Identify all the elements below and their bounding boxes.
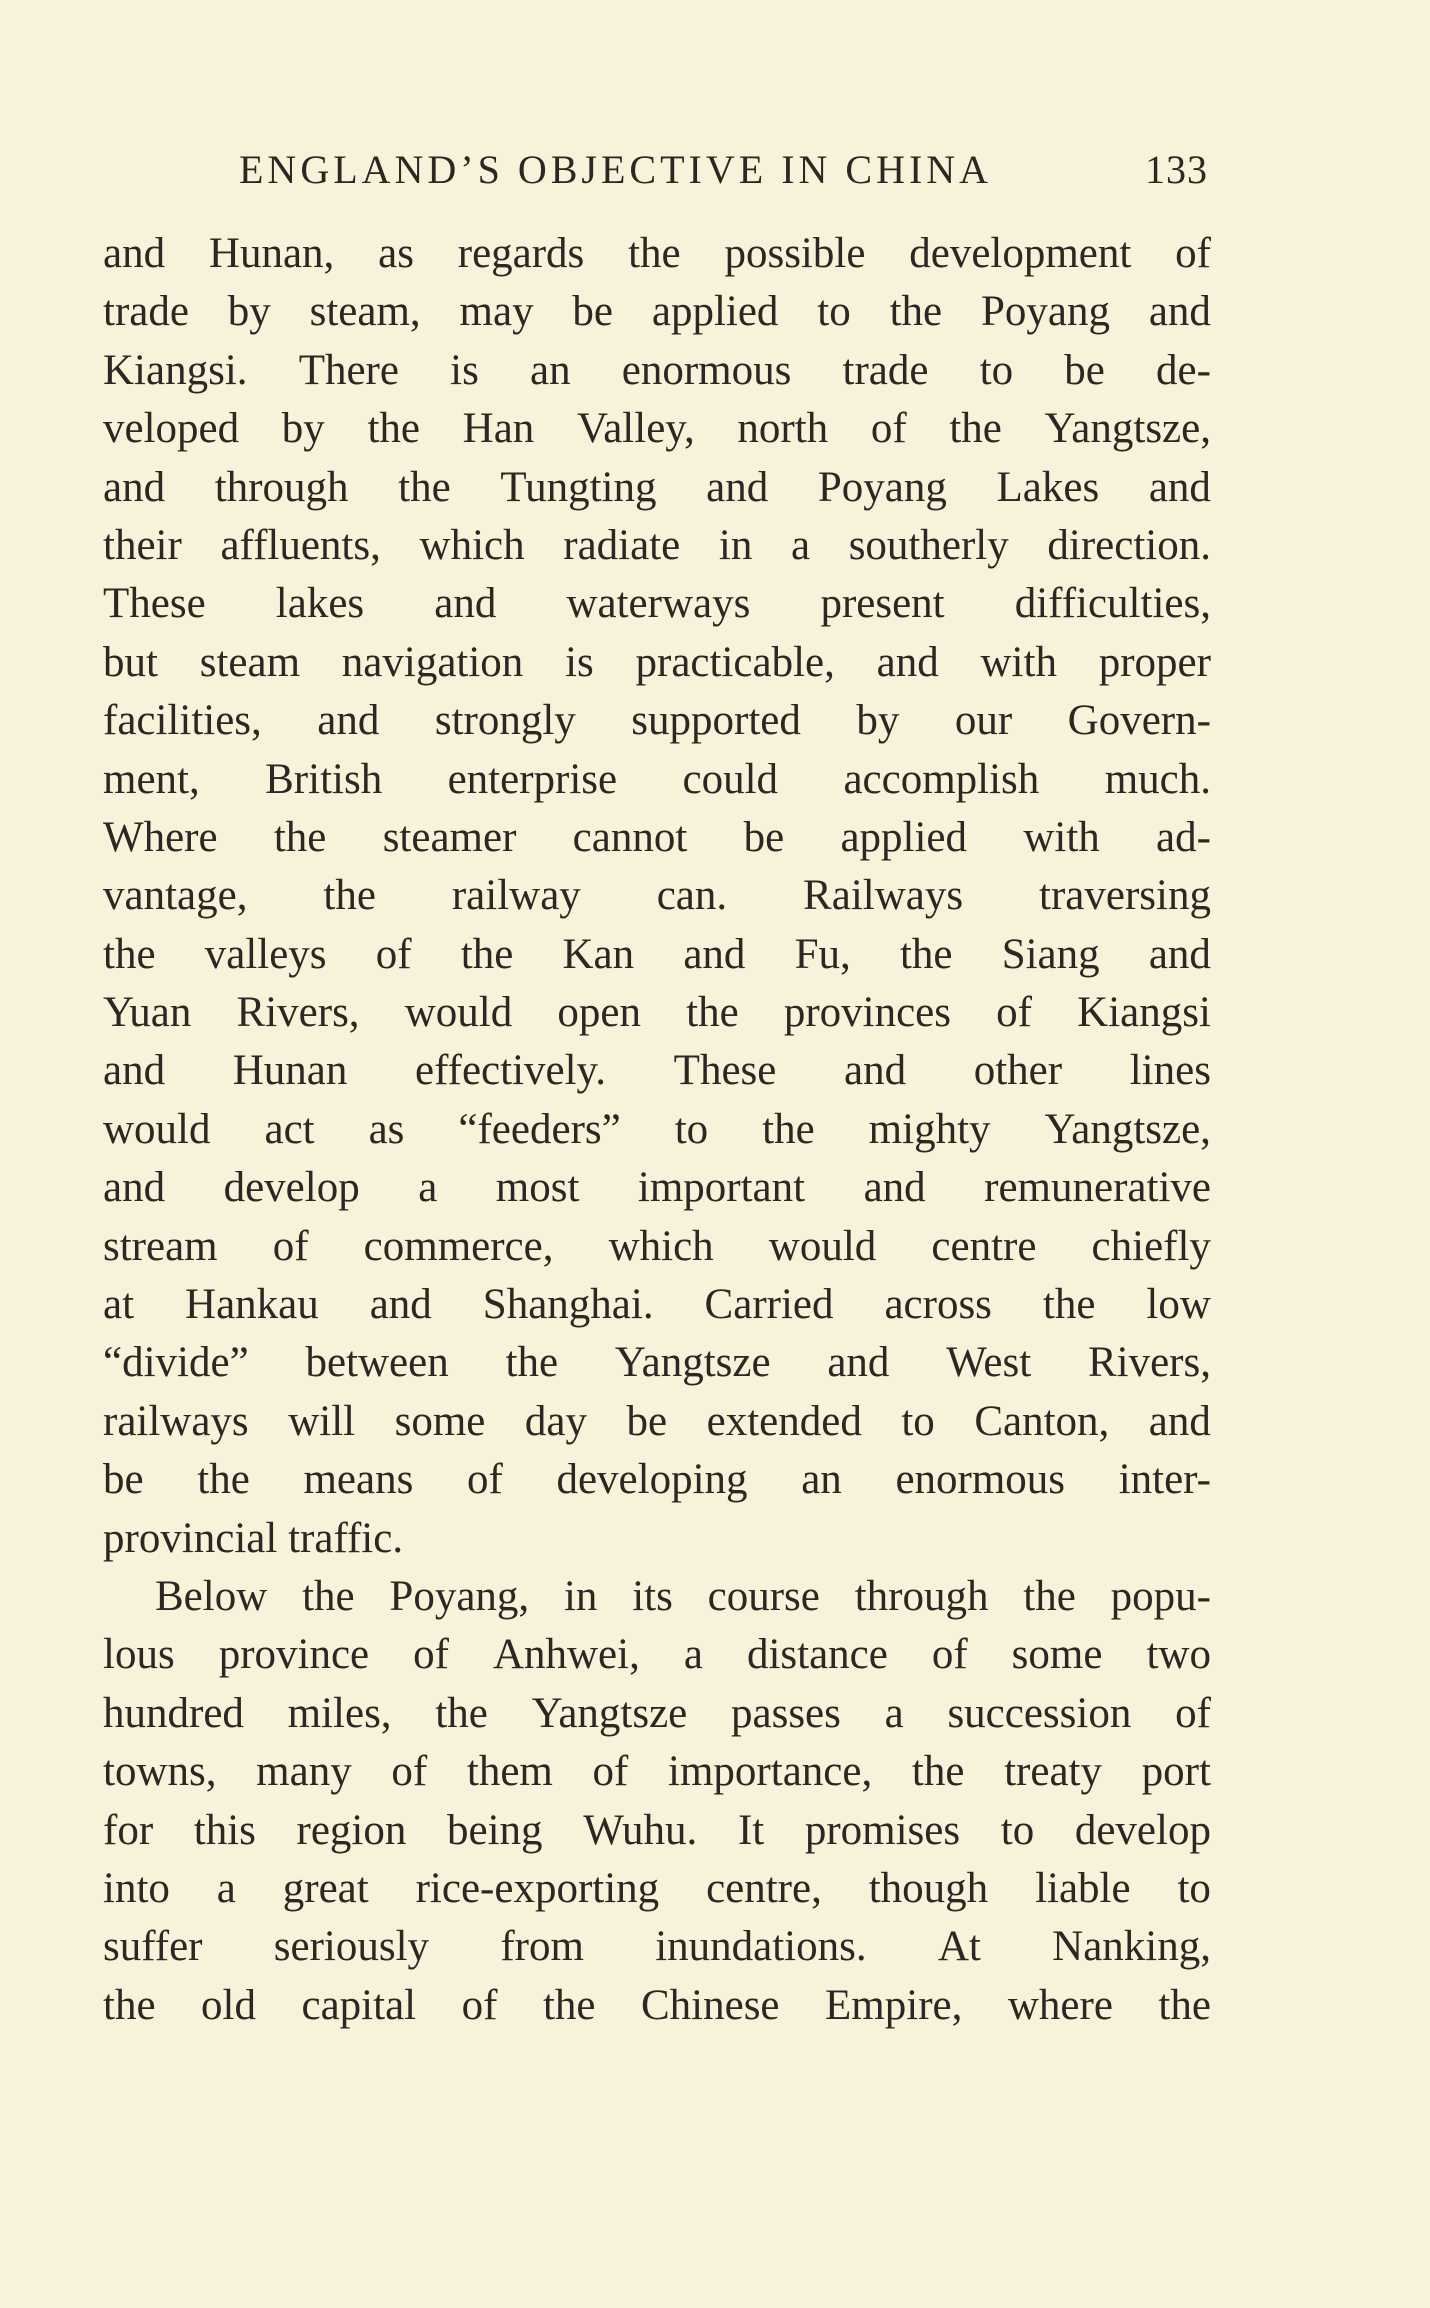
text-line: and Hunan effectively. These and other lines (103, 1047, 1211, 1095)
text-line: suffer seriously from inundations. At Nanking, (103, 1923, 1211, 1971)
text-line: but steam navigation is practicable, and with proper (103, 638, 1211, 686)
text-line: veloped by the Han Valley, north of the Yangtsze, (103, 405, 1211, 453)
text-line: facilities, and strongly supported by our Govern- (103, 697, 1211, 745)
text-line: hundred miles, the Yangtsze passes a succession of (103, 1689, 1211, 1737)
running-head (103, 140, 1208, 200)
running-title: ENGLAND’S OBJECTIVE IN CHINA (239, 147, 993, 192)
text-line: vantage, the railway can. Railways traversing (103, 872, 1211, 920)
text-line: Yuan Rivers, would open the provinces of Kiangsi (103, 989, 1211, 1037)
text-line: be the means of developing an enormous inter- (103, 1456, 1211, 1504)
body-text (103, 225, 1211, 2035)
text-line: “divide” between the Yangtsze and West Rivers, (103, 1339, 1211, 1387)
text-line: and Hunan, as regards the possible development of (103, 230, 1211, 277)
text-line: towns, many of them of importance, the treaty port (103, 1748, 1211, 1796)
text-line: lous province of Anhwei, a distance of some two (103, 1631, 1211, 1679)
text-line: and develop a most important and remunerative (103, 1164, 1211, 1212)
text-line: Kiangsi. There is an enormous trade to be de- (103, 346, 1211, 394)
text-line: Where the steamer cannot be applied with ad- (103, 813, 1211, 861)
text-line: into a great rice-exporting centre, though liable to (103, 1864, 1211, 1912)
text-line: and through the Tungting and Poyang Lakes and (103, 463, 1211, 511)
text-line: ment, British enterprise could accomplish much. (103, 755, 1211, 803)
text-line: for this region being Wuhu. It promises to develop (103, 1806, 1211, 1854)
text-line: stream of commerce, which would centre chiefly (103, 1222, 1211, 1270)
text-line: the valleys of the Kan and Fu, the Siang and (103, 930, 1211, 978)
text-line: railways will some day be extended to Canton, and (103, 1397, 1211, 1445)
text-line: These lakes and waterways present difficulties, (103, 580, 1211, 628)
page-number: 133 (1145, 147, 1208, 192)
text-line: at Hankau and Shanghai. Carried across the low (103, 1281, 1211, 1329)
text-line: provincial traffic. (103, 1514, 404, 1562)
text-line: trade by steam, may be applied to the Poyang and (103, 288, 1211, 336)
text-line: would act as “feeders” to the mighty Yangtsze, (103, 1105, 1211, 1153)
text-line: Below the Poyang, in its course through the popu- (155, 1572, 1211, 1620)
text-line: their affluents, which radiate in a southerly direction. (103, 521, 1211, 569)
text-line: the old capital of the Chinese Empire, where the (103, 1981, 1211, 2029)
